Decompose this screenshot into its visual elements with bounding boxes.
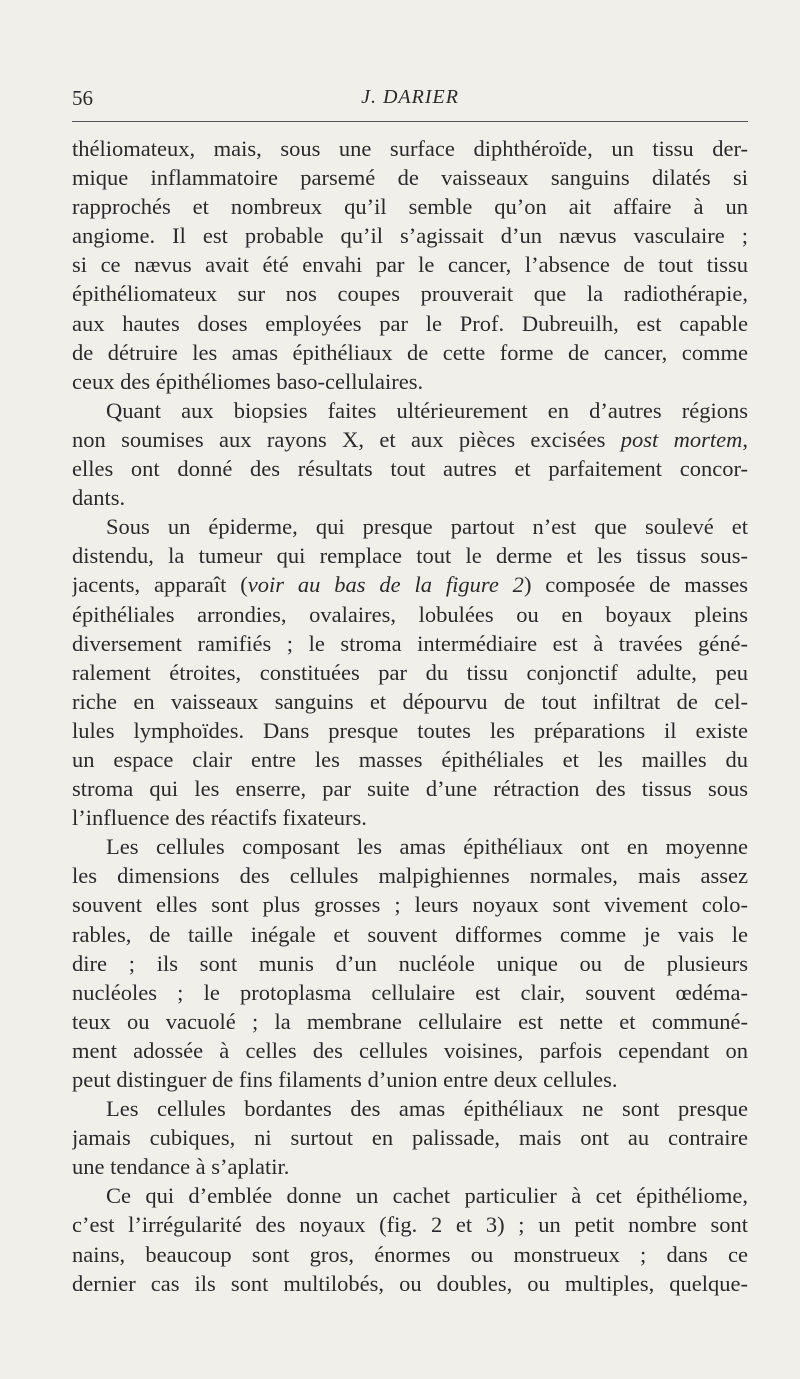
text-line: riche en vaisseaux sanguins et dépourvu de tout infiltrat de cel- (72, 688, 748, 714)
text-line: stroma qui les enserre, par suite d’une rétraction des tissus sous (72, 776, 748, 802)
text-line: épithéliales arrondies, ovalaires, lobulées ou en boyaux pleins (72, 601, 748, 627)
text-line: Les cellules composant les amas épithéliaux ont en moyenne (106, 834, 748, 860)
text-line: rables, de taille inégale et souvent difformes comme je vais le (72, 921, 748, 947)
text-line: Sous un épiderme, qui presque partout n’est que soulevé et (106, 514, 748, 540)
text-line: lules lymphoïdes. Dans presque toutes les préparations il existe (72, 717, 748, 743)
text-line: elles ont donné des résultats tout autres et parfaitement concor- (72, 456, 748, 482)
text-line: aux hautes doses employées par le Prof. Dubreuilh, est capable (72, 310, 748, 336)
text-line: ceux des épithéliomes baso-cellulaires. (72, 368, 424, 394)
body-text (72, 134, 748, 1298)
text-line: rapprochés et nombreux qu’il semble qu’on ait affaire à un (72, 194, 748, 220)
text-line: nains, beaucoup sont gros, énormes ou monstrueux ; dans ce (72, 1241, 748, 1267)
running-head-author: J. DARIER (361, 86, 459, 108)
text-line: dants. (72, 485, 126, 511)
text-line: théliomateux, mais, sous une surface diphthéroïde, un tissu der- (72, 136, 748, 161)
text-line: si ce nævus avait été envahi par le cancer, l’absence de tout tissu (72, 252, 748, 278)
text-line: dernier cas ils sont multilobés, ou doubles, ou multiples, quelque- (72, 1270, 748, 1296)
text-line: Ce qui d’emblée donne un cachet particulier à cet épithéliome, (106, 1183, 748, 1209)
text-line: épithéliomateux sur nos coupes prouverait que la radiothérapie, (72, 281, 748, 307)
text-line: l’influence des réactifs fixateurs. (72, 805, 367, 831)
text-line: peut distinguer de fins filaments d’union entre deux cellules. (72, 1067, 618, 1092)
text-line: de détruire les amas épithéliaux de cette forme de cancer, comme (72, 339, 748, 365)
text-line: dire ; ils sont munis d’un nucléole unique ou de plusieurs (72, 950, 748, 976)
text-line: jamais cubiques, ni surtout en palissade, mais ont au contraire (72, 1125, 748, 1151)
text-line: mique inflammatoire parsemé de vaisseaux sanguins dilatés si (72, 165, 748, 191)
text-line: nucléoles ; le protoplasma cellulaire est clair, souvent œdéma- (72, 979, 748, 1005)
text-line: une tendance à s’aplatir. (72, 1154, 290, 1180)
text-line: diversement ramifiés ; le stroma intermédiaire est à travées géné- (72, 630, 748, 656)
running-head (72, 86, 748, 110)
text-line: les dimensions des cellules malpighiennes normales, mais assez (72, 863, 748, 889)
text-line: non soumises aux rayons X, et aux pièces excisées post mortem, (72, 426, 748, 452)
page-number: 56 (72, 86, 93, 110)
text-line: jacents, apparaît (voir au bas de la figure 2) composée de masses (72, 572, 748, 598)
text-line: ralement étroites, constituées par du tissu conjonctif adulte, peu (72, 659, 748, 685)
text-line: distendu, la tumeur qui remplace tout le derme et les tissus sous- (72, 543, 748, 569)
text-line: ment adossée à celles des cellules voisines, parfois cependant on (72, 1037, 748, 1063)
text-line: angiome. Il est probable qu’il s’agissait d’un nævus vasculaire ; (72, 223, 748, 249)
text-line: souvent elles sont plus grosses ; leurs noyaux sont vivement colo- (72, 892, 748, 918)
text-line: teux ou vacuolé ; la membrane cellulaire est nette et communé- (72, 1008, 748, 1034)
text-line: Quant aux biopsies faites ultérieurement en d’autres régions (106, 397, 748, 423)
header-rule (72, 121, 748, 122)
text-line: un espace clair entre les masses épithéliales et les mailles du (72, 746, 748, 772)
text-line: c’est l’irrégularité des noyaux (fig. 2 et 3) ; un petit nombre sont (72, 1212, 748, 1238)
text-line: Les cellules bordantes des amas épithéliaux ne sont presque (106, 1096, 748, 1122)
